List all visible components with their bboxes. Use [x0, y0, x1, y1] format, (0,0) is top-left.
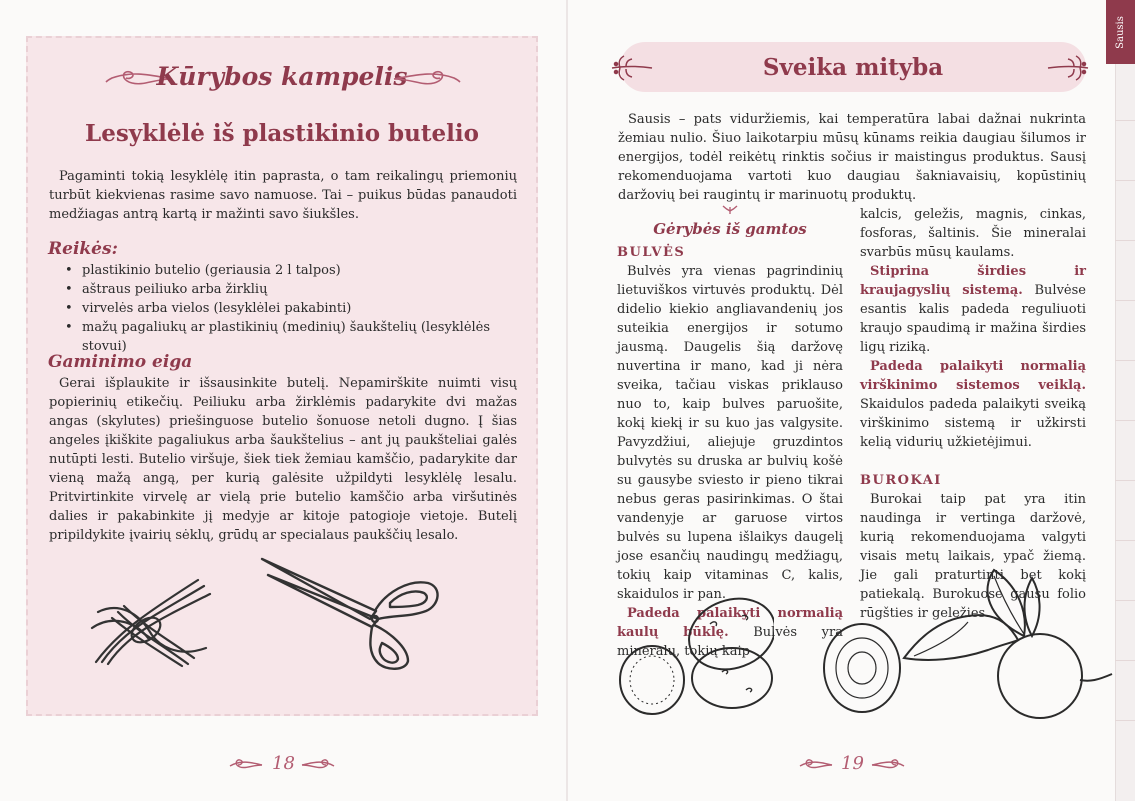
needs-list: [49, 261, 519, 356]
potatoes-text-4: Skaidulos padeda palaikyti sveiką virškinimo sistemą ir užkirsti kelią vidurių užkietėjimui.: [860, 397, 1086, 450]
page-edge-line: [1115, 480, 1135, 481]
potatoes-minerals-text: kalcis, geležis, magnis, cinkas, fosforas, šaltinis. Šie mineralai svarbūs mūsų kaulams.: [860, 207, 1086, 260]
sprig-ornament-icon: [1046, 52, 1090, 82]
page-edge-line: [1115, 660, 1135, 661]
beets-illustration-icon: [818, 562, 1114, 720]
right-ornament-swirl-icon: [392, 66, 462, 92]
twine-illustration-icon: [88, 572, 218, 668]
page-number-swirl-icon: [870, 757, 906, 773]
page-edge-line: [1115, 540, 1135, 541]
page-number-swirl-icon: [798, 757, 834, 773]
text-column-left: [617, 205, 843, 661]
page-number-swirl-icon: [300, 757, 336, 773]
text-column-right: [860, 205, 1086, 623]
banner-title: Sveika mityba: [762, 54, 944, 81]
project-title: Lesyklėlė iš plastikinio butelio: [85, 120, 479, 147]
list-item: • virvelės arba vielos (lesyklėlei pakabinti): [49, 299, 519, 318]
subheading: Gėrybės iš gamtos: [653, 220, 807, 238]
gutter: [566, 0, 568, 801]
page-edge-line: [1115, 600, 1135, 601]
list-item: • aštraus peiliuko arba žirklių: [49, 280, 519, 299]
potatoes-heading: BULVĖS: [617, 245, 686, 260]
potatoes-illustration-icon: [614, 594, 774, 720]
page-edge-line: [1115, 420, 1135, 421]
beets-text: Burokai taip pat yra itin naudinga ir vertinga daržovė, kurią rekomenduojama valgyti visais metų laikais, ypač žiemą. Jie gali praturtinti bet kokį patiekalą. Burokuose gausu folio rūgšties ir geležies.: [860, 492, 1086, 621]
beets-heading: BUROKAI: [860, 473, 942, 488]
section-title: Kūrybos kampelis: [156, 62, 408, 91]
highlight-heart: Stiprina širdies ir kraujagyslių sistemą.: [860, 264, 1086, 298]
list-item: • plastikinio butelio (geriausia 2 l talpos): [49, 261, 519, 280]
page-edge-line: [1115, 300, 1135, 301]
nutrition-intro: Sausis – pats viduržiemis, kai temperatūra labai dažnai nukrinta žemiau nulio. Šiuo laikotarpiu mūsų kūnams reikia daugiau šilumos ir energijos, todėl reikėtų rinktis sočius ir maistingus produktus. Sausį rekomenduojama vartoti kuo daugiau šakniavaisių, kopūstinių daržovių bei raugintų ir marinuotų produktų.: [618, 112, 1086, 203]
page-edge: [1115, 64, 1135, 801]
small-sprig-icon: [720, 205, 740, 215]
potatoes-text: Bulvės yra vienas pagrindinių lietuviškos virtuvės produktų. Dėl didelio kiekio angliavandenių jos suteikia energijos ir sotumo jausmą. Daugelis šią daržovę nuvertina ir mano, kad ji nėra sveika, tačiau viskas priklauso nuo to, kaip bulves paruošite, kokį kiekį ir su kuo jas valgysite. Pavyzdžiui, aliejuje gruzdintos bulvytės su druska ar bulvių košė su gausybe sviesto ir pieno tikrai nebus geras pasirinkimas. O štai vandenyje ar garuose virtos bulvės su lupena išlaikys daugelį jose esančių naudingų medžiagų, tokių kaip vitaminas C, kalis, skaidulos ir pan.: [617, 264, 843, 602]
needs-heading: Reikės:: [48, 239, 118, 259]
page-edge-line: [1115, 120, 1135, 121]
potatoes-text-2: Bulvės yra mineralų, tokių kaip: [617, 625, 843, 659]
highlight-digestion: Padeda palaikyti normalią virškinimo sistemos veiklą.: [860, 359, 1086, 393]
page-edge-line: [1115, 240, 1135, 241]
list-item: • mažų pagaliukų ar plastikinių (medinių) šaukštelių (lesyklėlės stovui): [49, 318, 519, 356]
page-edge-line: [1115, 360, 1135, 361]
month-tab-label: Sausis: [1115, 15, 1126, 49]
page-edge-line: [1115, 720, 1135, 721]
page-edge-line: [1115, 180, 1135, 181]
page-number-swirl-icon: [228, 757, 264, 773]
page-number-left: 18: [272, 753, 295, 774]
potatoes-text-3: Bulvėse esantis kalis padeda reguliuoti kraujo spaudimą ir mažina širdies ligų riziką.: [860, 283, 1086, 355]
page-number-right: 19: [841, 753, 864, 774]
scissors-illustration-icon: [258, 553, 444, 673]
highlight-bones: Padeda palaikyti normalią kaulų būklę.: [617, 606, 843, 640]
steps-text: Gerai išplaukite ir išsausinkite butelį. Nepamirškite nuimti visų popierinių etikečių. Peiliuku arba žirklėmis padarykite dvi mažas angas (skylutes) priešinguose butelio šonuose netoli dugno. Į šias angeles įkiškite pagaliukus arba šaukštelius – ant jų paukšteliai galės nutūpti lesti. Butelio viršuje, šiek tiek žemiau kamščio, padarykite dar vieną mažą angą, per kurią galėsite užpildyti lesyklėlę lesalu. Pritvirtinkite virvelę ar vielą prie butelio kamščio arba viršutinės dalies ir pakabinkite jį medyje ar kitoje patogioje vietoje. Butelį pripildykite įvairių sėklų, grūdų ar specialaus paukščių lesalo.: [49, 376, 517, 543]
steps-heading: Gaminimo eiga: [48, 352, 193, 372]
craft-intro: Pagaminti tokią lesyklėlę itin paprasta, o tam reikalingų priemonių turbūt kiekvienas rasime savo namuose. Tai – puikus būdas panaudoti medžiagas antrą kartą ir mažinti savo šiukšles.: [49, 169, 517, 222]
